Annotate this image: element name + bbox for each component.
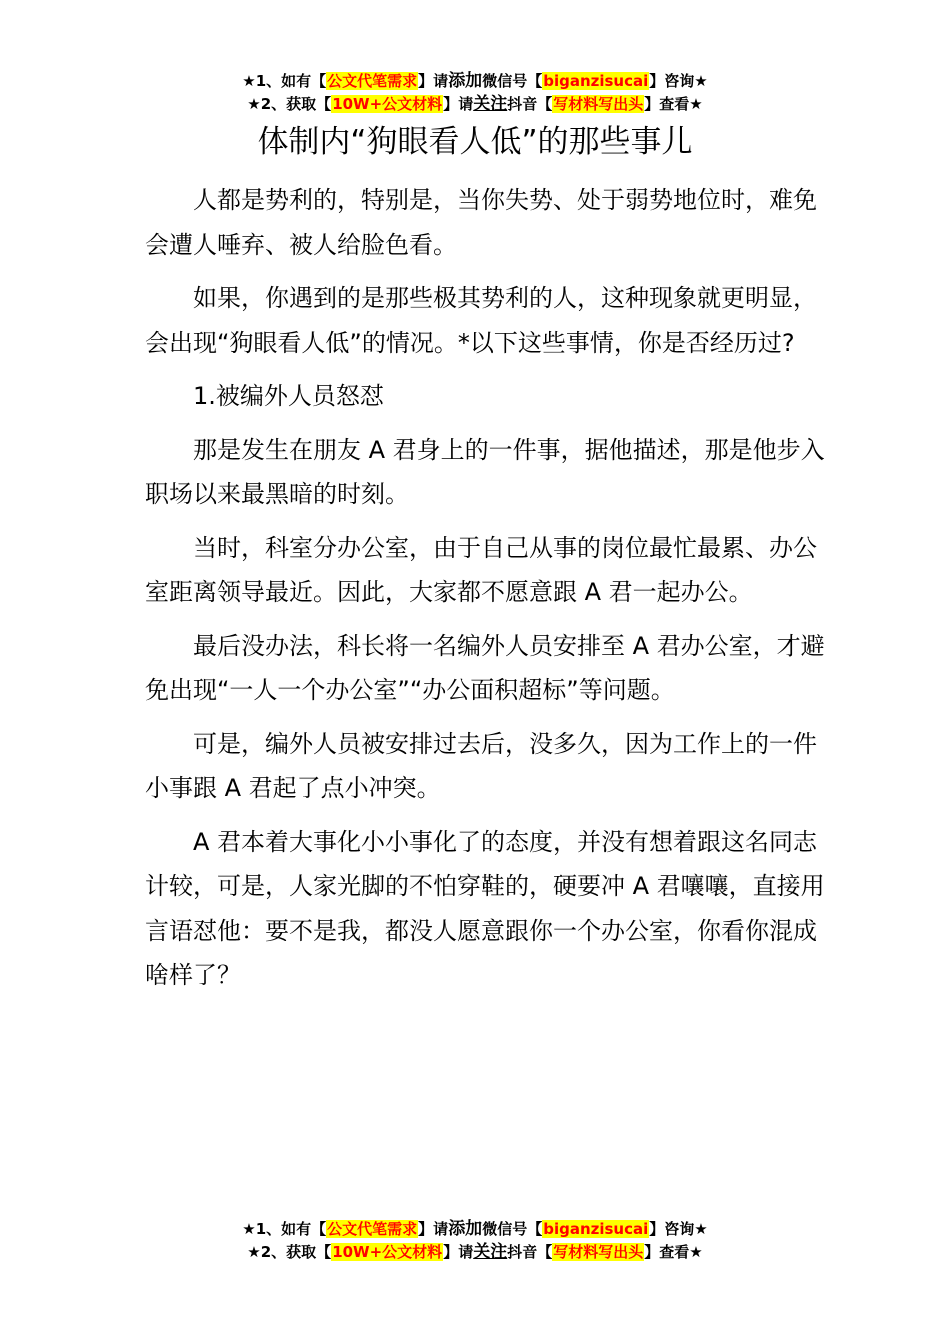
promo-line-2 (0, 1241, 950, 1264)
paragraph: 那是发生在朋友 A 君身上的一件事，据他描述，那是他步入职场以来最黑暗的时刻。 (145, 435, 825, 508)
paragraph: 当时，科室分办公室，由于自己从事的岗位最忙最累、办公室距离领导最近。因此，大家都不愿意跟 A 君一起办公。 (145, 533, 817, 606)
promo-text: 抖音【 (507, 95, 553, 113)
promo-text: ★1、如有【 (242, 72, 327, 90)
promo-highlight: 10W+公文材料 (332, 95, 443, 113)
promo-line-1 (0, 70, 950, 93)
promo-header (0, 70, 950, 116)
promo-text: 】咨询★ (649, 72, 708, 90)
promo-text: ★1、如有【 (242, 1220, 327, 1238)
paragraph: 可是，编外人员被安排过去后，没多久，因为工作上的一件小事跟 A 君起了点小冲突。 (145, 729, 817, 802)
promo-text: 】咨询★ (649, 1220, 708, 1238)
promo-highlight: 公文代笔需求 (327, 72, 418, 90)
promo-highlight: 公文代笔需求 (327, 1220, 418, 1238)
page-title: 体制内“狗眼看人低”的那些事儿 (257, 124, 693, 160)
promo-emphasis: 添加 (448, 1219, 483, 1239)
promo-emphasis: 关注 (473, 94, 508, 114)
promo-highlight: 10W+公文材料 (332, 1243, 443, 1261)
promo-text: 微信号【 (482, 72, 543, 90)
promo-text: ★2、获取【 (247, 95, 332, 113)
promo-line-2 (0, 93, 950, 116)
promo-text: 】查看★ (644, 1243, 703, 1261)
promo-text: 微信号【 (482, 1220, 543, 1238)
promo-text: 】请 (443, 95, 474, 113)
paragraph: 人都是势利的，特别是，当你失势、处于弱势地位时，难免会遭人唾弃、被人给脸色看。 (145, 186, 817, 259)
promo-text: 抖音【 (507, 1243, 553, 1261)
promo-text: 】请 (443, 1243, 474, 1261)
article-body (145, 178, 835, 1007)
promo-douyin-id: 写材料写出头 (553, 1243, 644, 1261)
promo-wechat-id: biganzisucai (543, 72, 649, 90)
promo-emphasis: 添加 (448, 71, 483, 91)
promo-line-1 (0, 1218, 950, 1241)
promo-text: 】请 (418, 1220, 449, 1238)
promo-emphasis: 关注 (473, 1242, 508, 1262)
promo-text: 】查看★ (644, 95, 703, 113)
promo-text: 】请 (418, 72, 449, 90)
paragraph: 最后没办法，科长将一名编外人员安排至 A 君办公室，才避免出现“一人一个办公室”“办公面积超标”等问题。 (145, 631, 825, 704)
promo-footer (0, 1218, 950, 1264)
paragraph: 如果，你遇到的是那些极其势利的人，这种现象就更明显，会出现“狗眼看人低”的情况。*以下这些事情，你是否经历过? (145, 284, 817, 357)
promo-text: ★2、获取【 (247, 1243, 332, 1261)
paragraph: A 君本着大事化小小事化了的态度，并没有想着跟这名同志计较，可是，人家光脚的不怕穿鞋的，硬要冲 A 君嚷嚷，直接用言语怼他：要不是我，都没人愿意跟你一个办公室，你看你混成啥样了？ (145, 827, 825, 989)
promo-wechat-id: biganzisucai (543, 1220, 649, 1238)
section-heading: 1.被编外人员怒怼 (193, 382, 384, 410)
promo-douyin-id: 写材料写出头 (553, 95, 644, 113)
